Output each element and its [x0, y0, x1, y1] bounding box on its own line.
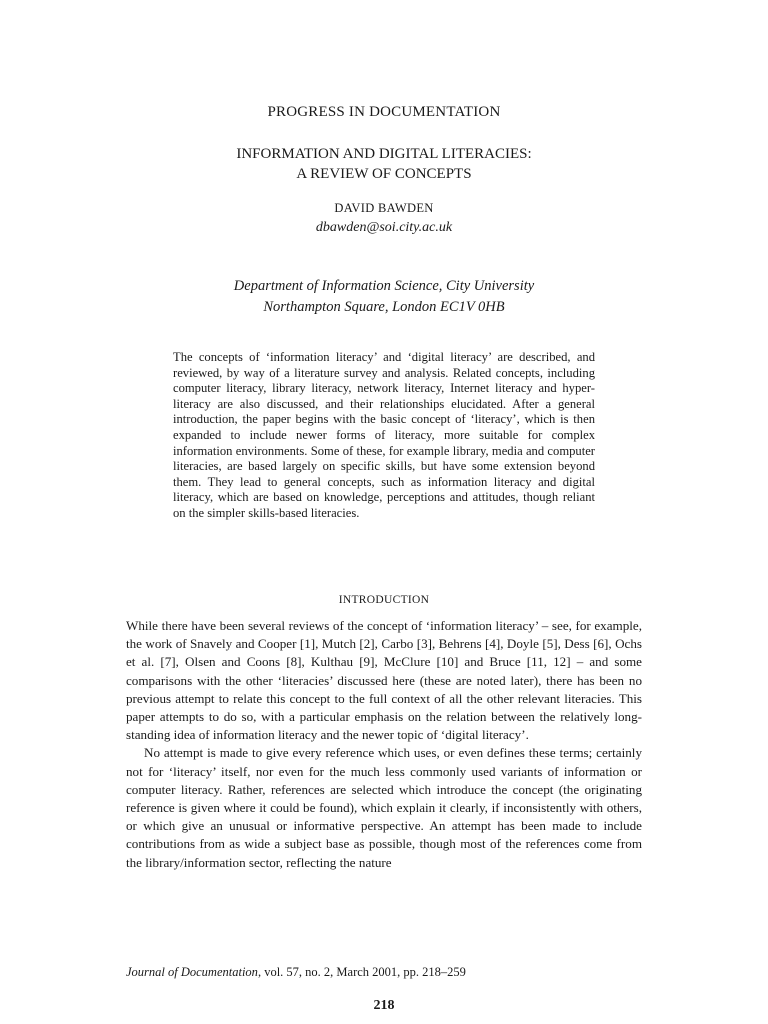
- paragraph: No attempt is made to give every reference which uses, or even defines these terms; certainly not for ‘literacy’ itself, nor even for the much less commonly used variants of information or computer literacy. Rather, references are selected which introduce the concept (the originating reference is given where it could be found), which explain it clearly, if inconsistently with others, or which give an unusual or informative perspective. An attempt has been made to include contributions from as wide a subject base as possible, though most of the references come from the library/information sector, reflecting the nature: [126, 745, 642, 870]
- journal-name: Journal of Documentation: [126, 965, 258, 979]
- introduction-heading: INTRODUCTION: [338, 594, 430, 606]
- author-name: DAVID BAWDEN: [334, 201, 434, 215]
- affiliation-line-1: Department of Information Science, City University: [233, 278, 535, 294]
- article-title: [0, 144, 768, 184]
- author-affiliation: [0, 276, 768, 318]
- citation-details: , vol. 57, no. 2, March 2001, pp. 218–259: [257, 965, 466, 979]
- title-line-2: A REVIEW OF CONCEPTS: [296, 166, 472, 182]
- section-label: PROGRESS IN DOCUMENTATION: [267, 104, 501, 120]
- journal-citation: [126, 965, 466, 980]
- abstract: The concepts of ‘information literacy’ and ‘digital literacy’ are described, and reviewed, by way of a literature survey and analysis. Related concepts, including computer literacy, library literacy, network literacy, Internet literacy and hyper-literacy are also discussed, and their relationships elucidated. After a general introduction, the paper begins with the basic concept of ‘literacy’, which is then expanded to include newer forms of literacy, more suitable for complex information environments. Some of these, for example library, media and computer literacies, are based largely on specific skills, but have some extension beyond them. They lead to general concepts, such as information literacy and digital literacy, which are based on knowledge, perceptions and attitudes, though reliant on the simpler skills-based literacies.: [173, 350, 595, 520]
- page-number: 218: [373, 998, 395, 1013]
- affiliation-line-2: Northampton Square, London EC1V 0HB: [263, 299, 505, 315]
- introduction-body: [126, 617, 642, 872]
- author-email: dbawden@soi.city.ac.uk: [315, 220, 453, 235]
- title-line-1: INFORMATION AND DIGITAL LITERACIES:: [236, 146, 532, 162]
- paragraph: While there have been several reviews of the concept of ‘information literacy’ – see, for example, the work of Snavely and Cooper [1], Mutch [2], Carbo [3], Behrens [4], Doyle [5], Dess [6], Ochs et al. [7], Olsen and Coons [8], Kulthau [9], McClure [10] and Bruce [11, 12] – and some comparisons with the other ‘literacies’ discussed here (these are noted later), there has been no previous attempt to relate this concept to the full context of all the other relevant literacies. This paper attempts to do so, with a particular emphasis on the relation between the relatively long-standing idea of information literacy and the newer topic of ‘digital literacy’.: [126, 618, 642, 743]
